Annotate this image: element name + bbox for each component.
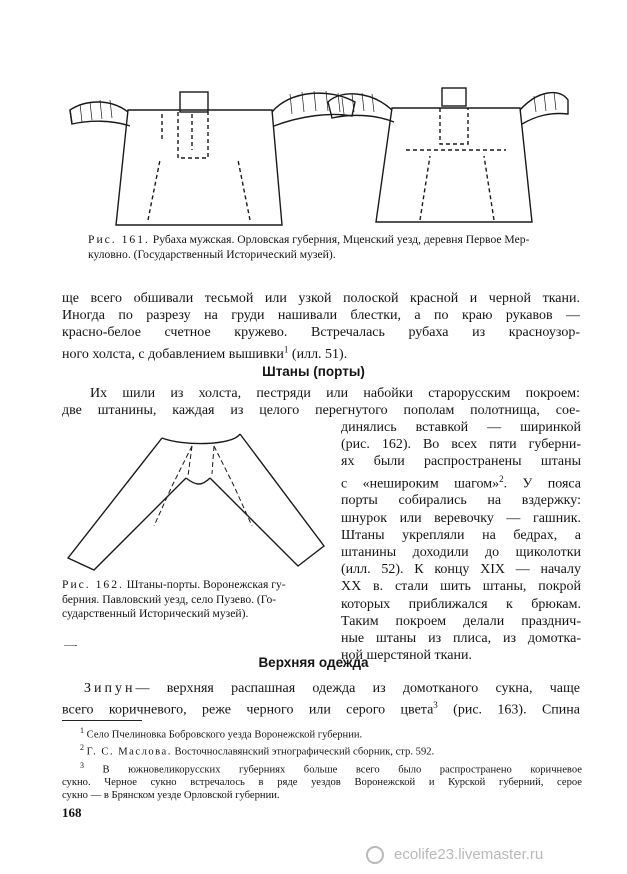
- figure-161-caption: Рис. 161. Рубаха мужская. Орловская губерния, Мценский уезд, деревня Первое Мер- куловно. (Государственный Исторический музей).: [88, 233, 530, 261]
- footnote-3: $^3$ В южновеликорусских губерниях больше всего было распространено коричневое сукно. Черное сукно встречалось в ряде уездов Воронежской и Курской губерний, серое сукно — в Брянском уезде Орловской губернии.: [62, 760, 582, 801]
- figure-161-shirt-drawing: [60, 80, 570, 230]
- footnotes: [62, 725, 582, 803]
- paragraph-zipun: Зипун— верхняя распашная одежда из домотканого сукна, чаще всего коричневого, реже черного или серого цвета$^3$ (рис. 163). Спина: [62, 681, 580, 718]
- stray-mark: —-: [64, 640, 78, 651]
- paragraph-shirt-end: ще всего обшивали тесьмой или узкой полоской красной и черной ткани. Иногда по разрезу на груди нашивали блестки, а по краю рукавов — красно-белое счетное кружево. Встречалась рубаха из красноузор- ного холста, с добавлением вышивки$^1$ (илл. 51).: [62, 291, 580, 363]
- watermark: ecolife23.livemaster.ru: [366, 846, 543, 864]
- footnote-2: $^2$ Г. С. Маслова. Восточнославянский этнографический сборник, стр. 592.: [80, 743, 435, 758]
- footnote-rule: [62, 720, 142, 721]
- footnote-1: $^1$ Село Пчелиновка Бобровского уезда Воронежской губернии.: [80, 726, 363, 741]
- page-number: 168: [62, 805, 82, 820]
- paragraph-pants-intro: Их шили из холста, пестряди или набойки старорусским покроем: две штанины, каждая из целого перегнутого пополам полотнища, сое-: [62, 386, 580, 419]
- watermark-icon: [366, 846, 384, 864]
- heading-outerwear: Верхняя одежда: [258, 655, 369, 670]
- heading-pants: Штаны (порты): [262, 364, 365, 379]
- paragraph-pants-column: динялись вставкой — ширинкой (рис. 162). Во всех пяти губерни- ях были распространены штаны с «нешироким шагом»$^2$. У пояса порты собирались на вздержку: шнурок или веревочку — гашник. Штаны укрепляли на бедрах, а штанины доходили до щиколотки (илл. 52). К концу XIX — началу XX в. стали шить штаны, покрой которых приближался к брюкам. Таким покроем делали празднич- ные штаны из плиса, из домотка- ной шерстяной ткани.: [341, 420, 581, 664]
- figure-162-pants-drawing: [62, 426, 327, 576]
- figure-162-caption: Рис. 162. Штаны-порты. Воронежская гу- берния. Павловский уезд, село Пузево. (Го- сударственный Исторический музей).: [62, 578, 286, 620]
